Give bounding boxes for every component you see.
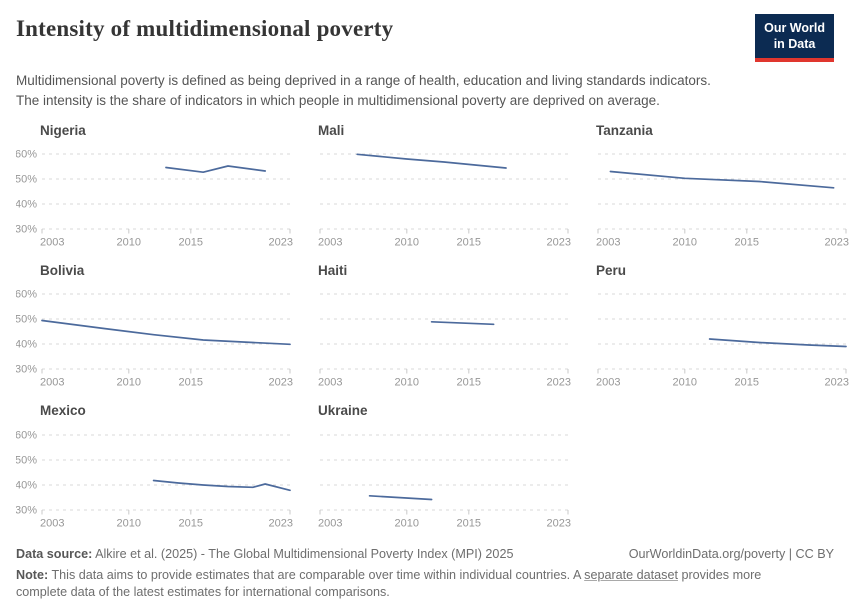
svg-text:60%: 60% <box>16 288 37 301</box>
svg-text:2023: 2023 <box>268 376 293 389</box>
svg-text:2015: 2015 <box>178 376 204 389</box>
svg-text:30%: 30% <box>16 223 37 236</box>
svg-text:2010: 2010 <box>394 376 420 389</box>
svg-text:40%: 40% <box>16 198 37 211</box>
facet-bolivia <box>16 262 294 396</box>
facet-chart[interactable] <box>294 281 572 391</box>
facet-title: Mali <box>318 122 345 138</box>
owid-logo[interactable] <box>755 14 834 62</box>
facet-title: Ukraine <box>318 403 368 419</box>
svg-text:40%: 40% <box>16 338 37 351</box>
facet-title: Haiti <box>318 263 348 279</box>
svg-text:2015: 2015 <box>734 236 760 249</box>
owid-logo-line2: in Data <box>773 36 816 51</box>
facet-title: Peru <box>596 263 627 279</box>
facet-chart[interactable] <box>16 422 294 532</box>
facet-chart[interactable] <box>572 281 850 391</box>
facet-peru <box>572 262 850 396</box>
svg-text:2003: 2003 <box>40 517 65 529</box>
facet-chart[interactable] <box>294 422 572 532</box>
note-label: Note: <box>16 567 49 582</box>
svg-text:50%: 50% <box>16 173 37 186</box>
svg-text:2003: 2003 <box>596 236 621 249</box>
svg-text:2003: 2003 <box>40 376 65 389</box>
svg-text:2003: 2003 <box>318 376 343 389</box>
svg-text:2003: 2003 <box>318 517 343 529</box>
facet-title: Bolivia <box>40 263 85 279</box>
facet-mali <box>294 122 572 256</box>
svg-text:2010: 2010 <box>116 376 142 389</box>
facet-chart[interactable] <box>16 141 294 251</box>
facet-nigeria <box>16 122 294 256</box>
svg-text:40%: 40% <box>16 479 37 491</box>
svg-text:2010: 2010 <box>672 236 698 249</box>
svg-text:2015: 2015 <box>734 376 760 389</box>
svg-text:50%: 50% <box>16 313 37 326</box>
chart-subtitle: Multidimensional poverty is defined as being deprived in a range of health, education and living standards indicators. The intensity is the share of indicators in which people in multidimensional poverty are deprived on average. <box>16 73 711 108</box>
owid-logo-line1: Our World <box>764 21 825 35</box>
facet-chart[interactable] <box>294 141 572 251</box>
svg-text:2023: 2023 <box>268 517 293 529</box>
facet-ukraine <box>294 402 572 536</box>
svg-text:2003: 2003 <box>596 376 621 389</box>
svg-text:2003: 2003 <box>40 236 65 249</box>
facet-title: Nigeria <box>40 122 86 138</box>
header <box>16 14 834 62</box>
svg-text:2010: 2010 <box>116 236 142 249</box>
svg-text:50%: 50% <box>16 454 37 466</box>
small-multiples-grid <box>16 122 849 537</box>
svg-text:2010: 2010 <box>672 376 698 389</box>
separate-dataset-link[interactable]: separate dataset <box>584 567 678 582</box>
svg-text:30%: 30% <box>16 363 37 376</box>
source-row <box>16 547 834 561</box>
attribution-link[interactable]: OurWorldinData.org/poverty | CC BY <box>628 546 834 561</box>
svg-text:60%: 60% <box>16 429 37 441</box>
note-text-before: This data aims to provide estimates that are comparable over time within individual countries. A <box>48 567 585 582</box>
svg-text:2023: 2023 <box>824 376 849 389</box>
facet-chart[interactable] <box>572 141 850 251</box>
data-source-text: Alkire et al. (2025) - The Global Multidimensional Poverty Index (MPI) 2025 <box>92 546 514 561</box>
data-source-label: Data source: <box>16 546 93 561</box>
svg-text:2023: 2023 <box>546 236 571 249</box>
svg-text:2023: 2023 <box>546 376 571 389</box>
svg-text:2010: 2010 <box>394 517 420 529</box>
footer <box>16 547 834 603</box>
data-source <box>16 547 513 561</box>
svg-text:2023: 2023 <box>546 517 571 529</box>
svg-text:2015: 2015 <box>178 236 204 249</box>
svg-text:60%: 60% <box>16 148 37 161</box>
svg-text:2015: 2015 <box>456 236 482 249</box>
facet-mexico <box>16 402 294 536</box>
svg-text:2010: 2010 <box>394 236 420 249</box>
facet-title: Tanzania <box>596 122 653 138</box>
svg-text:2023: 2023 <box>824 236 849 249</box>
svg-text:30%: 30% <box>16 504 37 516</box>
svg-text:2003: 2003 <box>318 236 343 249</box>
facet-haiti <box>294 262 572 396</box>
page-title: Intensity of multidimensional poverty <box>16 16 394 41</box>
footnote <box>16 567 796 603</box>
svg-text:2023: 2023 <box>268 236 293 249</box>
facet-title: Mexico <box>40 403 86 419</box>
facet-chart[interactable] <box>16 281 294 391</box>
svg-text:2015: 2015 <box>178 517 204 529</box>
svg-text:2015: 2015 <box>456 517 482 529</box>
facet-tanzania <box>572 122 850 256</box>
note-text-after: provides more complete data of the latest estimates for international comparisons. <box>16 567 762 600</box>
svg-text:2010: 2010 <box>116 517 142 529</box>
svg-text:2015: 2015 <box>456 376 482 389</box>
